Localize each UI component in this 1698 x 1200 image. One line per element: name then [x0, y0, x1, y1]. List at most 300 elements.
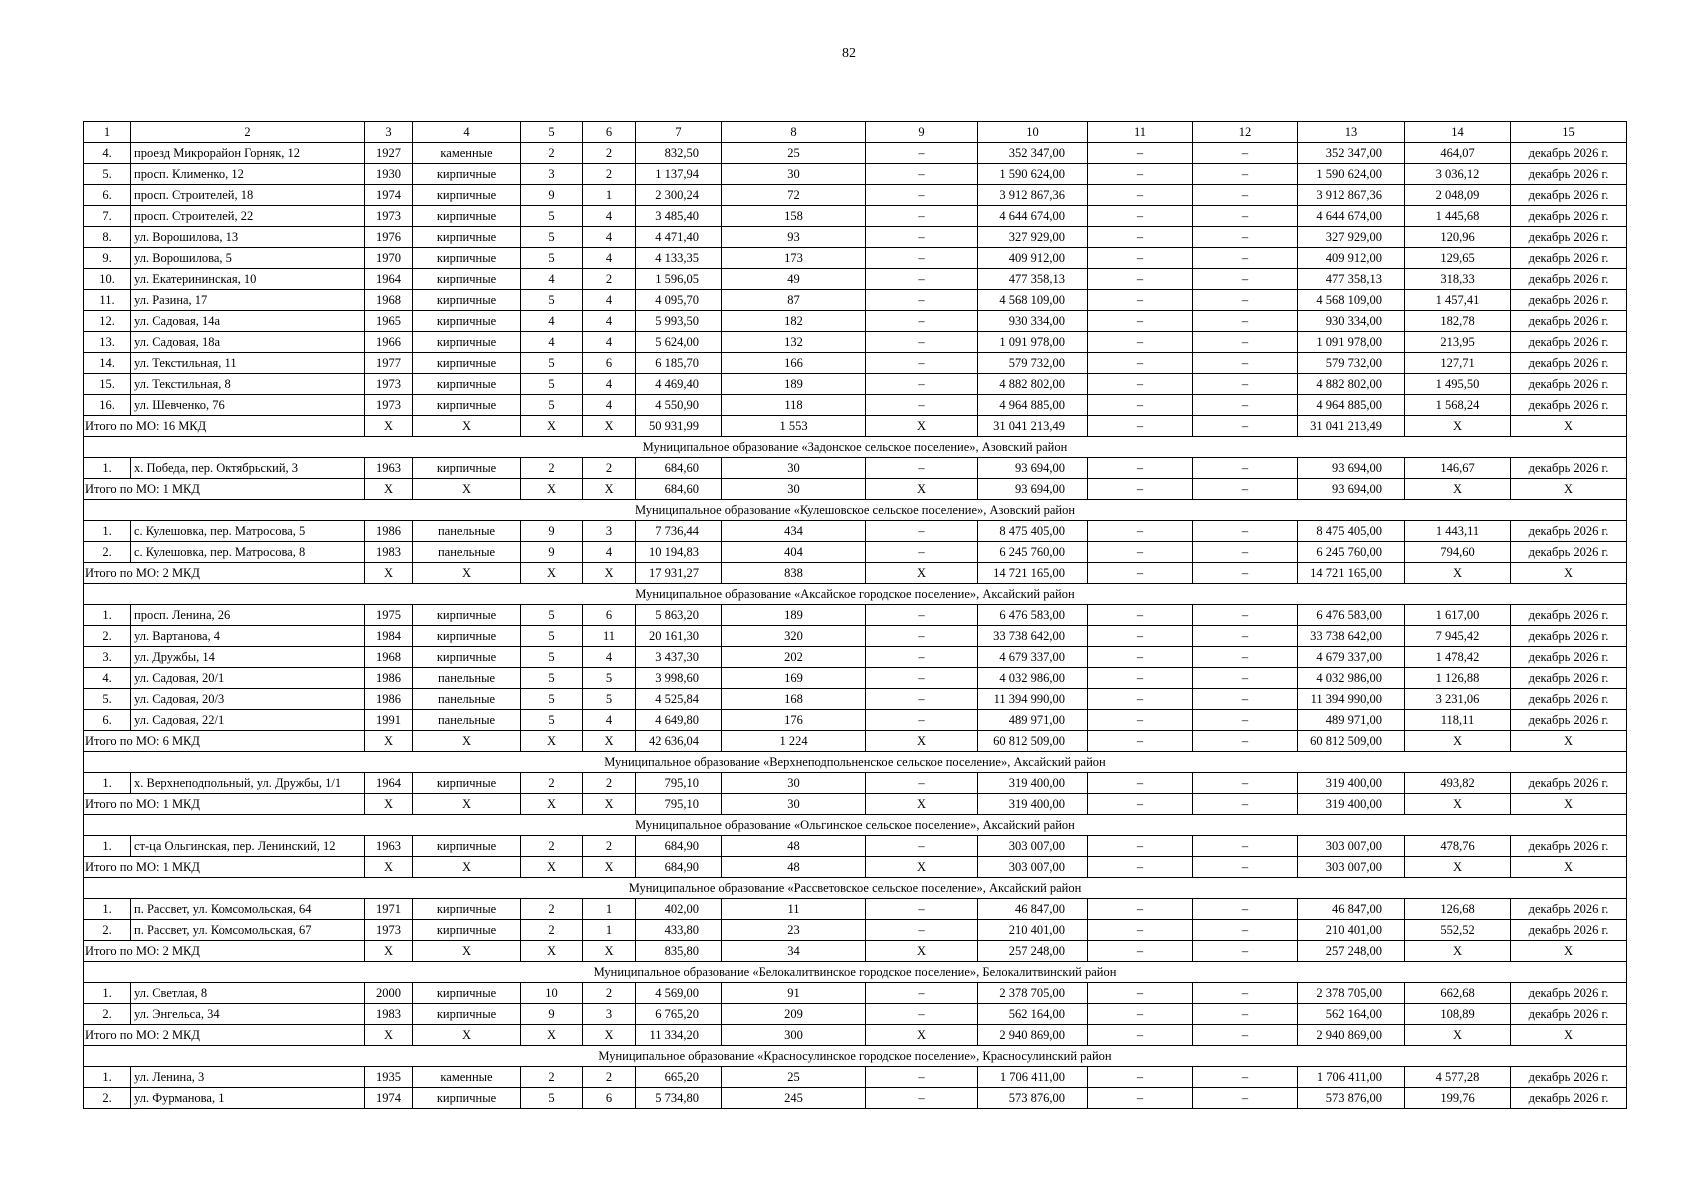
municipality-header-row: [84, 878, 1627, 899]
subtotal-cell: X: [866, 479, 978, 500]
table-cell: 209: [722, 1004, 866, 1025]
subtotal-cell: X: [365, 563, 413, 584]
table-cell: 5: [521, 395, 583, 416]
table-cell: 1930: [365, 164, 413, 185]
table-cell: –: [1088, 605, 1193, 626]
table-cell: 9: [521, 542, 583, 563]
table-cell: декабрь 2026 г.: [1511, 773, 1627, 794]
table-cell: 9: [521, 1004, 583, 1025]
table-cell: 4 964 885,00: [978, 395, 1088, 416]
table-cell: 3 437,30: [636, 647, 722, 668]
table-cell: 30: [722, 773, 866, 794]
table-cell: 189: [722, 605, 866, 626]
table-cell: 49: [722, 269, 866, 290]
table-cell: 552,52: [1405, 920, 1511, 941]
table-row: [84, 290, 1627, 311]
column-number-cell: 2: [131, 122, 365, 143]
table-cell: –: [1088, 332, 1193, 353]
table-cell: –: [866, 269, 978, 290]
table-row: [84, 269, 1627, 290]
table-cell: декабрь 2026 г.: [1511, 227, 1627, 248]
table-cell: кирпичные: [413, 290, 521, 311]
table-cell: –: [1193, 899, 1298, 920]
subtotal-cell: X: [1511, 794, 1627, 815]
table-cell: –: [1193, 521, 1298, 542]
table-cell: 5: [521, 689, 583, 710]
table-cell: декабрь 2026 г.: [1511, 836, 1627, 857]
table-cell: 16.: [84, 395, 131, 416]
table-cell: 327 929,00: [1298, 227, 1405, 248]
subtotal-cell: X: [521, 1025, 583, 1046]
subtotal-cell: X: [365, 1025, 413, 1046]
address-cell: просп. Строителей, 22: [131, 206, 365, 227]
table-cell: декабрь 2026 г.: [1511, 542, 1627, 563]
table-cell: –: [1193, 710, 1298, 731]
column-number-cell: 5: [521, 122, 583, 143]
table-cell: 72: [722, 185, 866, 206]
table-cell: 13.: [84, 332, 131, 353]
table-cell: –: [866, 290, 978, 311]
table-cell: 1986: [365, 689, 413, 710]
table-cell: 4 525,84: [636, 689, 722, 710]
table-cell: 1983: [365, 1004, 413, 1025]
column-number-cell: 4: [413, 122, 521, 143]
table-cell: 2: [521, 773, 583, 794]
subtotal-cell: X: [1511, 563, 1627, 584]
table-cell: –: [1088, 458, 1193, 479]
table-cell: 3 912 867,36: [1298, 185, 1405, 206]
subtotal-cell: X: [1405, 941, 1511, 962]
subtotal-cell: 30: [722, 479, 866, 500]
subtotal-cell: 14 721 165,00: [978, 563, 1088, 584]
subtotal-cell: X: [521, 563, 583, 584]
table-row: [84, 521, 1627, 542]
page-number: 82: [842, 46, 856, 61]
column-number-cell: 12: [1193, 122, 1298, 143]
table-cell: 4.: [84, 143, 131, 164]
column-number-cell: 9: [866, 122, 978, 143]
table-cell: 2: [583, 164, 636, 185]
table-cell: 8 475 405,00: [1298, 521, 1405, 542]
table-cell: 199,76: [1405, 1088, 1511, 1109]
table-cell: 6: [583, 1088, 636, 1109]
table-cell: 5: [521, 626, 583, 647]
table-cell: 930 334,00: [1298, 311, 1405, 332]
table-cell: 7.: [84, 206, 131, 227]
table-cell: 108,89: [1405, 1004, 1511, 1025]
subtotal-cell: –: [1193, 941, 1298, 962]
subtotal-cell: 17 931,27: [636, 563, 722, 584]
table-cell: декабрь 2026 г.: [1511, 269, 1627, 290]
subtotal-cell: –: [1193, 479, 1298, 500]
subtotal-label: Итого по МО: 2 МКД: [84, 1025, 365, 1046]
table-cell: 189: [722, 374, 866, 395]
subtotal-cell: X: [1405, 794, 1511, 815]
subtotal-cell: X: [521, 794, 583, 815]
table-cell: 6: [583, 353, 636, 374]
table-cell: –: [1088, 1004, 1193, 1025]
table-cell: 409 912,00: [1298, 248, 1405, 269]
subtotal-cell: –: [1193, 416, 1298, 437]
table-cell: 5: [521, 374, 583, 395]
column-number-row: [84, 122, 1627, 143]
table-cell: 1.: [84, 605, 131, 626]
address-cell: просп. Клименко, 12: [131, 164, 365, 185]
table-row: [84, 710, 1627, 731]
table-cell: 5: [521, 647, 583, 668]
table-cell: 489 971,00: [978, 710, 1088, 731]
subtotal-cell: X: [413, 1025, 521, 1046]
table-cell: 176: [722, 710, 866, 731]
subtotal-cell: 48: [722, 857, 866, 878]
address-cell: ул. Садовая, 20/1: [131, 668, 365, 689]
subtotal-label: Итого по МО: 6 МКД: [84, 731, 365, 752]
table-cell: 4: [583, 332, 636, 353]
table-cell: декабрь 2026 г.: [1511, 1088, 1627, 1109]
subtotal-cell: X: [866, 794, 978, 815]
table-cell: 464,07: [1405, 143, 1511, 164]
table-cell: 1 706 411,00: [1298, 1067, 1405, 1088]
subtotal-cell: 93 694,00: [1298, 479, 1405, 500]
table-cell: 930 334,00: [978, 311, 1088, 332]
table-cell: панельные: [413, 521, 521, 542]
table-cell: 1964: [365, 269, 413, 290]
table-cell: –: [866, 773, 978, 794]
subtotal-cell: 303 007,00: [978, 857, 1088, 878]
table-cell: –: [1193, 983, 1298, 1004]
subtotal-cell: X: [1405, 416, 1511, 437]
table-cell: 409 912,00: [978, 248, 1088, 269]
table-cell: –: [1088, 206, 1193, 227]
table-cell: 2: [583, 983, 636, 1004]
subtotal-cell: –: [1088, 731, 1193, 752]
subtotal-row: [84, 794, 1627, 815]
table-cell: декабрь 2026 г.: [1511, 521, 1627, 542]
subtotal-cell: 257 248,00: [1298, 941, 1405, 962]
table-cell: 1 443,11: [1405, 521, 1511, 542]
table-cell: 5 734,80: [636, 1088, 722, 1109]
table-cell: –: [866, 689, 978, 710]
subtotal-label: Итого по МО: 1 МКД: [84, 479, 365, 500]
table-cell: 30: [722, 164, 866, 185]
table-cell: 1.: [84, 836, 131, 857]
subtotal-cell: 60 812 509,00: [978, 731, 1088, 752]
table-cell: –: [1193, 290, 1298, 311]
table-cell: 2: [521, 899, 583, 920]
address-cell: ул. Ворошилова, 13: [131, 227, 365, 248]
table-cell: 832,50: [636, 143, 722, 164]
table-cell: 15.: [84, 374, 131, 395]
table-cell: 3: [521, 164, 583, 185]
table-cell: 1963: [365, 836, 413, 857]
table-cell: 173: [722, 248, 866, 269]
table-cell: 14.: [84, 353, 131, 374]
table-cell: 4: [583, 374, 636, 395]
table-cell: 665,20: [636, 1067, 722, 1088]
table-cell: панельные: [413, 542, 521, 563]
column-number-cell: 6: [583, 122, 636, 143]
table-cell: 1975: [365, 605, 413, 626]
table-cell: 1 495,50: [1405, 374, 1511, 395]
subtotal-cell: 11 334,20: [636, 1025, 722, 1046]
table-cell: 4 644 674,00: [1298, 206, 1405, 227]
table-cell: 11 394 990,00: [1298, 689, 1405, 710]
table-cell: –: [1193, 689, 1298, 710]
table-cell: 245: [722, 1088, 866, 1109]
table-cell: –: [1193, 647, 1298, 668]
table-cell: 4.: [84, 668, 131, 689]
table-cell: 794,60: [1405, 542, 1511, 563]
table-cell: 1970: [365, 248, 413, 269]
table-cell: –: [866, 1088, 978, 1109]
table-cell: 433,80: [636, 920, 722, 941]
municipality-name: Муниципальное образование «Кулешовское сельское поселение», Азовский район: [84, 500, 1627, 521]
table-cell: 5: [583, 668, 636, 689]
table-cell: 6 476 583,00: [978, 605, 1088, 626]
table-cell: кирпичные: [413, 164, 521, 185]
table-cell: 2: [521, 836, 583, 857]
subtotal-label: Итого по МО: 1 МКД: [84, 794, 365, 815]
table-cell: 3 231,06: [1405, 689, 1511, 710]
municipality-name: Муниципальное образование «Задонское сельское поселение», Азовский район: [84, 437, 1627, 458]
table-row: [84, 164, 1627, 185]
table-cell: 146,67: [1405, 458, 1511, 479]
table-cell: кирпичные: [413, 920, 521, 941]
table-cell: 4 550,90: [636, 395, 722, 416]
table-cell: –: [866, 836, 978, 857]
table-cell: кирпичные: [413, 269, 521, 290]
table-cell: 4: [583, 710, 636, 731]
table-cell: 93 694,00: [978, 458, 1088, 479]
table-cell: 3 036,12: [1405, 164, 1511, 185]
table-cell: 1 137,94: [636, 164, 722, 185]
subtotal-cell: 257 248,00: [978, 941, 1088, 962]
table-cell: 1971: [365, 899, 413, 920]
subtotal-cell: 1 553: [722, 416, 866, 437]
table-cell: 1973: [365, 206, 413, 227]
table-cell: –: [1193, 353, 1298, 374]
subtotal-cell: 684,90: [636, 857, 722, 878]
address-cell: ул. Энгельса, 34: [131, 1004, 365, 1025]
table-cell: 4: [583, 206, 636, 227]
table-cell: 4 568 109,00: [1298, 290, 1405, 311]
address-cell: с. Кулешовка, пер. Матросова, 5: [131, 521, 365, 542]
table-cell: каменные: [413, 1067, 521, 1088]
table-cell: 5.: [84, 164, 131, 185]
subtotal-cell: X: [866, 1025, 978, 1046]
table-cell: 5 993,50: [636, 311, 722, 332]
subtotal-cell: X: [583, 941, 636, 962]
subtotal-cell: X: [1511, 479, 1627, 500]
column-number-cell: 7: [636, 122, 722, 143]
table-cell: 5: [521, 353, 583, 374]
table-cell: –: [1088, 290, 1193, 311]
table-cell: 213,95: [1405, 332, 1511, 353]
table-cell: панельные: [413, 710, 521, 731]
table-cell: –: [1088, 248, 1193, 269]
table-cell: –: [1193, 920, 1298, 941]
subtotal-cell: 319 400,00: [978, 794, 1088, 815]
table-cell: 126,68: [1405, 899, 1511, 920]
table-cell: –: [1193, 668, 1298, 689]
table-cell: 1974: [365, 185, 413, 206]
table-cell: 1965: [365, 311, 413, 332]
table-cell: 5: [521, 668, 583, 689]
table-cell: 4: [521, 269, 583, 290]
table-cell: 320: [722, 626, 866, 647]
table-cell: 1927: [365, 143, 413, 164]
table-cell: кирпичные: [413, 836, 521, 857]
table-cell: 6 765,20: [636, 1004, 722, 1025]
table-cell: 327 929,00: [978, 227, 1088, 248]
table-cell: 6 245 760,00: [978, 542, 1088, 563]
subtotal-cell: X: [413, 479, 521, 500]
table-cell: –: [1193, 143, 1298, 164]
table-cell: 4 095,70: [636, 290, 722, 311]
subtotal-row: [84, 1025, 1627, 1046]
subtotal-cell: 93 694,00: [978, 479, 1088, 500]
table-cell: –: [1088, 773, 1193, 794]
table-cell: кирпичные: [413, 983, 521, 1004]
table-cell: 4: [521, 332, 583, 353]
table-cell: –: [1088, 689, 1193, 710]
table-cell: 5: [521, 206, 583, 227]
table-row: [84, 332, 1627, 353]
table-cell: 5: [521, 605, 583, 626]
table-cell: 8 475 405,00: [978, 521, 1088, 542]
table-cell: –: [1088, 668, 1193, 689]
table-cell: 3 485,40: [636, 206, 722, 227]
table-cell: 2: [521, 1067, 583, 1088]
table-cell: –: [866, 1067, 978, 1088]
table-cell: 4 032 986,00: [978, 668, 1088, 689]
municipality-header-row: [84, 1046, 1627, 1067]
table-cell: 210 401,00: [1298, 920, 1405, 941]
table-cell: кирпичные: [413, 605, 521, 626]
table-cell: 1 590 624,00: [1298, 164, 1405, 185]
subtotal-cell: 42 636,04: [636, 731, 722, 752]
table-cell: декабрь 2026 г.: [1511, 395, 1627, 416]
subtotal-label: Итого по МО: 1 МКД: [84, 857, 365, 878]
table-cell: 10: [521, 983, 583, 1004]
table-cell: 1991: [365, 710, 413, 731]
table-cell: 120,96: [1405, 227, 1511, 248]
table-cell: 5 863,20: [636, 605, 722, 626]
table-cell: 1 457,41: [1405, 290, 1511, 311]
table-cell: –: [1193, 206, 1298, 227]
table-cell: кирпичные: [413, 647, 521, 668]
table-cell: –: [1088, 983, 1193, 1004]
table-cell: 1984: [365, 626, 413, 647]
table-cell: панельные: [413, 689, 521, 710]
table-cell: 7 945,42: [1405, 626, 1511, 647]
subtotal-cell: X: [365, 731, 413, 752]
table-cell: –: [1088, 647, 1193, 668]
column-number-cell: 1: [84, 122, 131, 143]
table-cell: –: [1088, 164, 1193, 185]
subtotal-cell: X: [365, 857, 413, 878]
subtotal-cell: 319 400,00: [1298, 794, 1405, 815]
table-cell: –: [1088, 269, 1193, 290]
table-cell: 2 378 705,00: [1298, 983, 1405, 1004]
table-cell: 33 738 642,00: [1298, 626, 1405, 647]
table-cell: 1986: [365, 668, 413, 689]
table-cell: 118,11: [1405, 710, 1511, 731]
subtotal-cell: X: [521, 416, 583, 437]
table-cell: 11: [583, 626, 636, 647]
municipality-header-row: [84, 815, 1627, 836]
address-cell: ул. Ворошилова, 5: [131, 248, 365, 269]
table-cell: 46 847,00: [978, 899, 1088, 920]
table-cell: –: [1193, 311, 1298, 332]
subtotal-cell: X: [583, 563, 636, 584]
table-cell: декабрь 2026 г.: [1511, 290, 1627, 311]
table-cell: 1973: [365, 374, 413, 395]
subtotal-cell: X: [1511, 941, 1627, 962]
table-cell: 4: [521, 311, 583, 332]
table-cell: –: [866, 164, 978, 185]
table-cell: 4 679 337,00: [1298, 647, 1405, 668]
table-cell: кирпичные: [413, 1088, 521, 1109]
table-cell: –: [1088, 185, 1193, 206]
table-cell: 2.: [84, 1088, 131, 1109]
address-cell: ул. Ленина, 3: [131, 1067, 365, 1088]
subtotal-cell: X: [1511, 731, 1627, 752]
table-row: [84, 836, 1627, 857]
table-cell: –: [1193, 542, 1298, 563]
table-cell: кирпичные: [413, 353, 521, 374]
table-cell: –: [1193, 248, 1298, 269]
table-cell: декабрь 2026 г.: [1511, 353, 1627, 374]
table-cell: –: [1088, 143, 1193, 164]
table-cell: 118: [722, 395, 866, 416]
table-cell: 7 736,44: [636, 521, 722, 542]
table-cell: 2.: [84, 1004, 131, 1025]
table-cell: кирпичные: [413, 458, 521, 479]
table-cell: 127,71: [1405, 353, 1511, 374]
table-row: [84, 311, 1627, 332]
table-cell: 4: [583, 395, 636, 416]
table-cell: 1973: [365, 395, 413, 416]
table-cell: 4 469,40: [636, 374, 722, 395]
table-cell: 662,68: [1405, 983, 1511, 1004]
table-cell: 4: [583, 290, 636, 311]
table-cell: 6 185,70: [636, 353, 722, 374]
table-cell: 8.: [84, 227, 131, 248]
table-cell: панельные: [413, 668, 521, 689]
table-cell: кирпичные: [413, 185, 521, 206]
table-cell: декабрь 2026 г.: [1511, 332, 1627, 353]
subtotal-cell: X: [413, 857, 521, 878]
table-cell: 1 617,00: [1405, 605, 1511, 626]
table-cell: 1 590 624,00: [978, 164, 1088, 185]
table-cell: 25: [722, 1067, 866, 1088]
table-cell: 493,82: [1405, 773, 1511, 794]
table-cell: 1973: [365, 920, 413, 941]
table-cell: 9: [521, 185, 583, 206]
table-cell: кирпичные: [413, 395, 521, 416]
table-row: [84, 983, 1627, 1004]
table-row: [84, 227, 1627, 248]
subtotal-cell: 30: [722, 794, 866, 815]
table-cell: 1.: [84, 773, 131, 794]
table-cell: декабрь 2026 г.: [1511, 647, 1627, 668]
address-cell: с. Кулешовка, пер. Матросова, 8: [131, 542, 365, 563]
table-cell: 11.: [84, 290, 131, 311]
table-cell: декабрь 2026 г.: [1511, 920, 1627, 941]
table-cell: 573 876,00: [978, 1088, 1088, 1109]
subtotal-cell: 31 041 213,49: [1298, 416, 1405, 437]
